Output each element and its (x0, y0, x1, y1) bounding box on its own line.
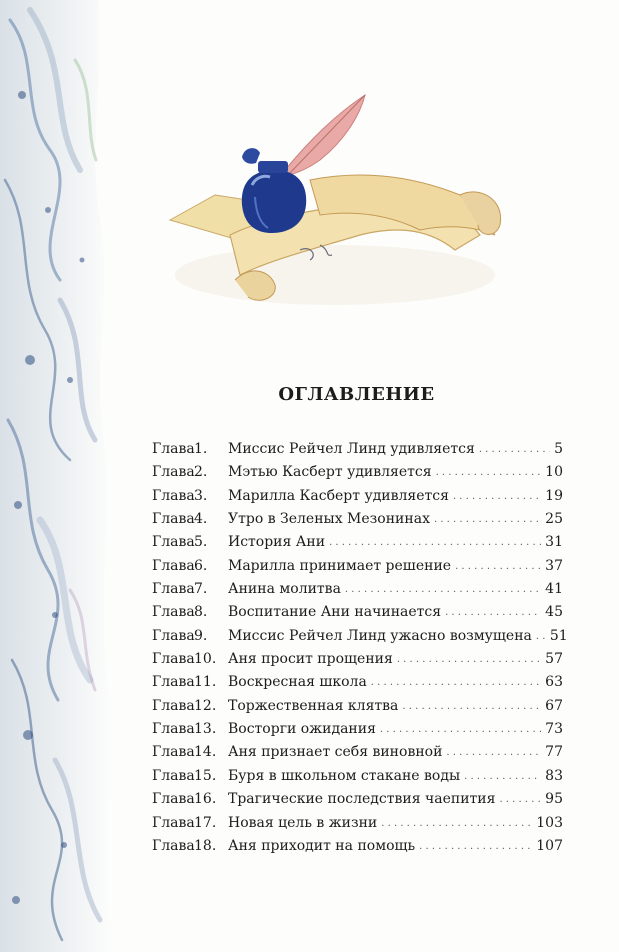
chapter-label: Глава (152, 487, 195, 504)
chapter-label: Глава (152, 697, 195, 714)
chapter-label: Глава (152, 814, 195, 831)
toc-entry (152, 674, 563, 697)
chapter-number-value: 7. (194, 581, 208, 598)
chapter-page: 5 (554, 441, 563, 457)
dot-leader (464, 767, 541, 783)
chapter-title: Утро в Зеленых Мезонинах (228, 511, 430, 528)
toc-entry (152, 651, 563, 674)
chapter-title: Новая цель в жизни (228, 814, 378, 831)
chapter-title: Миссис Рейчел Линд ужасно возмущена (228, 627, 532, 644)
toc-entry (152, 768, 563, 791)
dot-leader (402, 697, 541, 713)
chapter-page: 63 (545, 674, 563, 691)
toc-entry (152, 488, 563, 511)
chapter-number-value: 13. (194, 721, 217, 738)
toc-entry (152, 815, 563, 838)
chapter-label: Глава (152, 581, 195, 598)
chapter-number-value: 12. (194, 697, 217, 714)
chapter-number (152, 534, 228, 550)
chapter-number (152, 721, 228, 737)
chapter-number (152, 674, 228, 690)
chapter-title: Воскресная школа (228, 674, 367, 691)
dot-leader (371, 673, 541, 689)
chapter-label: Глава (152, 791, 195, 808)
dot-leader (329, 533, 541, 549)
chapter-number (152, 768, 228, 784)
chapter-page: 73 (545, 721, 563, 738)
chapter-number-value: 1. (194, 441, 208, 457)
toc-entry (152, 721, 563, 744)
chapter-label: Глава (152, 767, 195, 784)
chapter-title: Буря в школьном стакане воды (228, 767, 461, 784)
dot-leader (436, 463, 542, 479)
chapter-title: Марилла Касберт удивляется (228, 487, 449, 504)
chapter-label: Глава (152, 721, 195, 738)
chapter-number-value: 3. (194, 487, 208, 504)
chapter-number-value: 5. (194, 534, 208, 551)
chapter-page: 19 (545, 487, 563, 504)
chapter-page: 10 (545, 464, 563, 481)
toc-entry (152, 581, 563, 604)
chapter-title: Марилла принимает решение (228, 557, 452, 574)
chapter-number-value: 11. (194, 674, 217, 691)
chapter-number (152, 441, 228, 457)
chapter-page: 45 (545, 604, 563, 621)
chapter-number (152, 488, 228, 504)
toc-entry (152, 698, 563, 721)
chapter-number-value: 18. (194, 837, 217, 854)
chapter-number (152, 581, 228, 597)
toc-entry (152, 441, 563, 464)
dot-leader (455, 557, 541, 573)
marbled-border-decoration (0, 0, 130, 952)
chapter-number (152, 651, 228, 667)
chapter-label: Глава (152, 651, 195, 668)
dot-leader (345, 580, 541, 596)
toc-entry (152, 791, 563, 814)
chapter-number-value: 2. (194, 464, 208, 481)
chapter-page: 77 (545, 744, 563, 761)
chapter-page: 57 (545, 651, 563, 668)
chapter-number-value: 4. (194, 511, 208, 528)
chapter-title: Восторги ожидания (228, 721, 376, 738)
chapter-title: Торжественная клятва (228, 697, 399, 714)
chapter-title: Аня признает себя виновной (228, 744, 443, 761)
chapter-number (152, 791, 228, 807)
chapter-number (152, 558, 228, 574)
chapter-label: Глава (152, 627, 195, 644)
dot-leader (380, 720, 541, 736)
chapter-page: 37 (545, 557, 563, 574)
inkwell-scroll-illustration (160, 85, 520, 325)
dot-leader (434, 510, 541, 526)
dot-leader (446, 743, 541, 759)
toc-entry (152, 511, 563, 534)
chapter-number (152, 838, 228, 854)
chapter-number-value: 6. (194, 557, 208, 574)
dot-leader (397, 650, 541, 666)
chapter-number (152, 698, 228, 714)
toc-entry (152, 558, 563, 581)
chapter-title: Мэтью Касберт удивляется (228, 464, 432, 481)
toc-entry (152, 534, 563, 557)
chapter-label: Глава (152, 441, 195, 457)
chapter-page: 95 (545, 791, 563, 808)
chapter-page: 83 (545, 767, 563, 784)
dot-leader (419, 837, 532, 853)
chapter-label: Глава (152, 744, 195, 761)
chapter-label: Глава (152, 604, 195, 621)
chapter-title: Анина молитва (228, 581, 341, 598)
chapter-number (152, 744, 228, 760)
toc-entry (152, 604, 563, 627)
chapter-number-value: 16. (194, 791, 217, 808)
chapter-title: Воспитание Ани начинается (228, 604, 442, 621)
chapter-page: 67 (545, 697, 563, 714)
chapter-number-value: 15. (194, 767, 217, 784)
chapter-label: Глава (152, 534, 195, 551)
chapter-page: 31 (545, 534, 563, 551)
chapter-page: 25 (545, 511, 563, 528)
toc-entry (152, 744, 563, 767)
chapter-title: Аня приходит на помощь (228, 837, 416, 854)
chapter-page: 107 (536, 837, 563, 854)
chapter-number-value: 14. (194, 744, 217, 761)
dot-leader (381, 814, 532, 830)
dot-leader (453, 487, 541, 503)
dot-leader (536, 627, 546, 643)
toc-entry (152, 464, 563, 487)
chapter-title: Трагические последствия чаепития (228, 791, 496, 808)
toc-entry (152, 627, 568, 651)
dot-leader (499, 790, 541, 806)
chapter-number (152, 815, 228, 831)
chapter-label: Глава (152, 557, 195, 574)
chapter-label: Глава (152, 464, 195, 481)
chapter-number (152, 464, 228, 480)
dot-leader (445, 603, 541, 619)
chapter-page: 103 (536, 814, 563, 831)
toc-entry (152, 838, 563, 861)
chapter-number-value: 8. (194, 604, 208, 621)
chapter-label: Глава (152, 837, 195, 854)
chapter-label: Глава (152, 674, 195, 691)
chapter-number (152, 628, 228, 644)
chapter-title: Миссис Рейчел Линд удивляется (228, 441, 475, 457)
chapter-page: 51 (549, 627, 568, 644)
chapter-number (152, 511, 228, 527)
chapter-number (152, 604, 228, 620)
chapter-page: 41 (545, 581, 563, 598)
toc-title: ОГЛАВЛЕНИЕ (278, 384, 435, 405)
chapter-number-value: 9. (194, 627, 208, 644)
dot-leader (479, 440, 550, 456)
chapter-number-value: 10. (194, 651, 217, 668)
chapter-number-value: 17. (194, 814, 217, 831)
chapter-label: Глава (152, 511, 195, 528)
chapter-title: Аня просит прощения (228, 651, 393, 668)
toc-list (152, 441, 568, 861)
chapter-title: История Ани (228, 534, 326, 551)
